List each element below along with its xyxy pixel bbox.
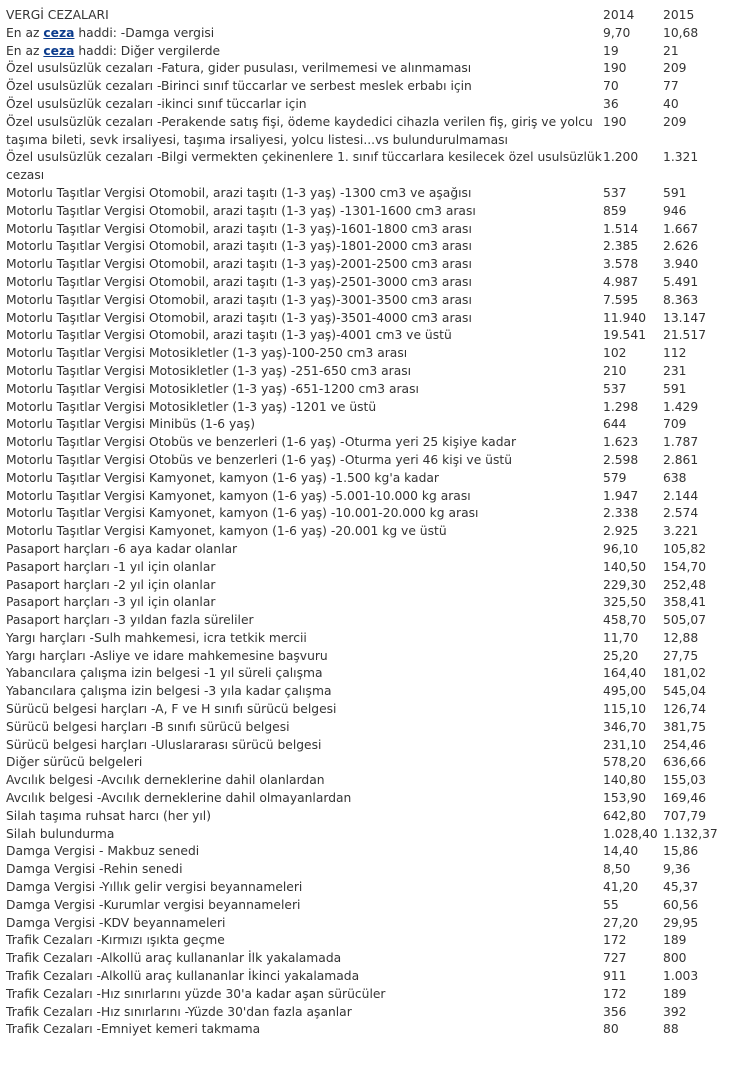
value-2015: 231 xyxy=(663,363,687,378)
value-2015: 15,86 xyxy=(663,844,699,859)
table-row xyxy=(6,203,724,221)
value-2015: 12,88 xyxy=(663,630,699,645)
row-label: Motorlu Taşıtlar Vergisi Otomobil, arazi taşıtı (1-3 yaş) -1301-1600 cm3 arası xyxy=(6,203,476,218)
value-2014: 164,40 xyxy=(603,666,647,681)
value-2014: 458,70 xyxy=(603,613,647,628)
table-row xyxy=(6,790,724,808)
value-2014: 346,70 xyxy=(603,719,647,734)
table-row xyxy=(6,577,724,595)
table-row xyxy=(6,452,724,470)
row-label: Motorlu Taşıtlar Vergisi Otomobil, arazi taşıtı (1-3 yaş)-2501-3000 cm3 arası xyxy=(6,274,472,289)
value-2015: 707,79 xyxy=(663,808,707,823)
row-label: Damga Vergisi -Rehin senedi xyxy=(6,862,183,877)
value-2014: 727 xyxy=(603,951,627,966)
row-label: Özel usulsüzlük cezaları -Perakende satış fişi, ödeme kaydedici cihazla verilen fiş, giriş ve yolcu taşıma bileti, sevk irsaliyesi, taşıma irsaliyesi, yolcu listesi...vs bulundurulmaması xyxy=(6,114,593,147)
table-row xyxy=(6,399,724,417)
row-label: Motorlu Taşıtlar Vergisi Otomobil, arazi taşıtı (1-3 yaş)-2001-2500 cm3 arası xyxy=(6,257,472,272)
value-2015: 189 xyxy=(663,933,687,948)
value-2015: 169,46 xyxy=(663,791,707,806)
value-2014: 2.925 xyxy=(603,524,639,539)
value-2015: 800 xyxy=(663,951,687,966)
value-2014: 19 xyxy=(603,43,619,58)
year-2015-header: 2015 xyxy=(663,8,695,22)
row-label: Motorlu Taşıtlar Vergisi Otomobil, arazi taşıtı (1-3 yaş)-4001 cm3 ve üstü xyxy=(6,328,452,343)
table-row xyxy=(6,701,724,719)
value-2014: 859 xyxy=(603,203,627,218)
table-row xyxy=(6,78,724,96)
table-row xyxy=(6,950,724,968)
row-label: Pasaport harçları -2 yıl için olanlar xyxy=(6,577,216,592)
row-label: Trafik Cezaları -Hız sınırlarını -Yüzde 30'dan fazla aşanlar xyxy=(6,1004,352,1019)
table-row xyxy=(6,149,724,185)
value-2014: 325,50 xyxy=(603,595,647,610)
table-row xyxy=(6,1021,724,1039)
table-row xyxy=(6,345,724,363)
row-label: Sürücü belgesi harçları -A, F ve H sınıfı sürücü belgesi xyxy=(6,702,337,717)
value-2015: 29,95 xyxy=(663,915,699,930)
table-row xyxy=(6,505,724,523)
value-2015: 60,56 xyxy=(663,897,699,912)
value-2014: 3.578 xyxy=(603,257,639,272)
value-2014: 1.623 xyxy=(603,435,639,450)
value-2015: 2.861 xyxy=(663,452,699,467)
value-2015: 252,48 xyxy=(663,577,707,592)
table-row xyxy=(6,630,724,648)
row-label: Motorlu Taşıtlar Vergisi Kamyonet, kamyon (1-6 yaş) -20.001 kg ve üstü xyxy=(6,524,447,539)
row-label: Motorlu Taşıtlar Vergisi Otomobil, arazi taşıtı (1-3 yaş)-1801-2000 cm3 arası xyxy=(6,239,472,254)
value-2015: 209 xyxy=(663,114,687,129)
row-label: Damga Vergisi -Kurumlar vergisi beyannameleri xyxy=(6,897,301,912)
ceza-link[interactable]: ceza xyxy=(43,43,75,58)
value-2015: 946 xyxy=(663,203,687,218)
value-2014: 7.595 xyxy=(603,292,639,307)
value-2015: 381,75 xyxy=(663,719,707,734)
value-2015: 1.132,37 xyxy=(663,826,718,841)
value-2014: 642,80 xyxy=(603,808,647,823)
value-2014: 80 xyxy=(603,1022,619,1037)
row-label: Sürücü belgesi harçları -B sınıfı sürücü belgesi xyxy=(6,719,290,734)
row-label: Pasaport harçları -1 yıl için olanlar xyxy=(6,559,216,574)
value-2014: 27,20 xyxy=(603,915,639,930)
row-label: Yabancılara çalışma izin belgesi -3 yıla kadar çalışma xyxy=(6,684,332,699)
value-2014: 36 xyxy=(603,96,619,111)
value-2014: 14,40 xyxy=(603,844,639,859)
value-2014: 190 xyxy=(603,114,627,129)
row-label: Trafik Cezaları -Alkollü araç kullananlar İlk yakalamada xyxy=(6,951,342,966)
table-row xyxy=(6,559,724,577)
year-2014-header: 2014 xyxy=(603,8,635,22)
value-2015: 45,37 xyxy=(663,880,699,895)
value-2014: 140,50 xyxy=(603,559,647,574)
row-label: Pasaport harçları -3 yıldan fazla süreliler xyxy=(6,613,254,628)
value-2015: 3.940 xyxy=(663,257,699,272)
value-2015: 3.221 xyxy=(663,524,699,539)
value-2014: 579 xyxy=(603,470,627,485)
tax-penalties-table xyxy=(6,7,724,1039)
row-label: Yargı harçları -Asliye ve idare mahkemesine başvuru xyxy=(6,648,328,663)
value-2014: 19.541 xyxy=(603,328,647,343)
value-2014: 11.940 xyxy=(603,310,647,325)
table-row xyxy=(6,772,724,790)
value-2014: 4.987 xyxy=(603,274,639,289)
row-label: Motorlu Taşıtlar Vergisi Motosikletler (1-3 yaş) -651-1200 cm3 arası xyxy=(6,381,419,396)
row-label: Damga Vergisi -Yıllık gelir vergisi beyannameleri xyxy=(6,880,303,895)
value-2015: 40 xyxy=(663,96,679,111)
table-row xyxy=(6,1004,724,1022)
value-2015: 77 xyxy=(663,79,679,94)
value-2015: 638 xyxy=(663,470,687,485)
value-2014: 578,20 xyxy=(603,755,647,770)
value-2014: 356 xyxy=(603,1004,627,1019)
row-label: Motorlu Taşıtlar Vergisi Motosikletler (1-3 yaş) -1201 ve üstü xyxy=(6,399,377,414)
table-row xyxy=(6,60,724,78)
table-row xyxy=(6,96,724,114)
value-2014: 644 xyxy=(603,417,627,432)
row-label: Motorlu Taşıtlar Vergisi Motosikletler (1-3 yaş)-100-250 cm3 arası xyxy=(6,346,408,361)
value-2014: 1.028,40 xyxy=(603,826,658,841)
value-2015: 636,66 xyxy=(663,755,707,770)
value-2014: 2.385 xyxy=(603,239,639,254)
value-2014: 495,00 xyxy=(603,684,647,699)
row-label: Trafik Cezaları -Hız sınırlarını yüzde 30'a kadar aşan sürücüler xyxy=(6,986,386,1001)
row-label: Trafik Cezaları -Alkollü araç kullananlar İkinci yakalamada xyxy=(6,969,360,984)
value-2014: 172 xyxy=(603,986,627,1001)
row-label: Motorlu Taşıtlar Vergisi Kamyonet, kamyon (1-6 yaş) -1.500 kg'a kadar xyxy=(6,470,439,485)
value-2015: 105,82 xyxy=(663,541,707,556)
row-label: Motorlu Taşıtlar Vergisi Motosikletler (1-3 yaş) -251-650 cm3 arası xyxy=(6,363,412,378)
row-label: Yargı harçları -Sulh mahkemesi, icra tetkik mercii xyxy=(6,630,307,645)
value-2014: 8,50 xyxy=(603,862,631,877)
table-row xyxy=(6,719,724,737)
table-title: VERGİ CEZALARI xyxy=(6,8,109,22)
value-2015: 154,70 xyxy=(663,559,707,574)
value-2015: 392 xyxy=(663,1004,687,1019)
table-row xyxy=(6,612,724,630)
value-2014: 1.298 xyxy=(603,399,639,414)
value-2014: 1.200 xyxy=(603,150,639,165)
value-2015: 8.363 xyxy=(663,292,699,307)
table-row xyxy=(6,221,724,239)
table-row xyxy=(6,826,724,844)
row-label: Motorlu Taşıtlar Vergisi Otomobil, arazi taşıtı (1-3 yaş)-1601-1800 cm3 arası xyxy=(6,221,472,236)
value-2014: 140,80 xyxy=(603,773,647,788)
value-2015: 254,46 xyxy=(663,737,707,752)
value-2015: 126,74 xyxy=(663,702,707,717)
table-row xyxy=(6,416,724,434)
value-2014: 11,70 xyxy=(603,630,639,645)
value-2015: 13.147 xyxy=(663,310,707,325)
table-row xyxy=(6,665,724,683)
table-row xyxy=(6,843,724,861)
value-2014: 229,30 xyxy=(603,577,647,592)
table-row xyxy=(6,470,724,488)
table-row xyxy=(6,897,724,915)
table-row xyxy=(6,861,724,879)
value-2015: 1.321 xyxy=(663,150,699,165)
row-label: Silah bulundurma xyxy=(6,826,115,841)
value-2014: 190 xyxy=(603,61,627,76)
value-2014: 41,20 xyxy=(603,880,639,895)
row-label: Trafik Cezaları -Kırmızı ışıkta geçme xyxy=(6,933,225,948)
value-2014: 210 xyxy=(603,363,627,378)
value-2014: 96,10 xyxy=(603,541,639,556)
value-2014: 911 xyxy=(603,969,627,984)
value-2015: 21.517 xyxy=(663,328,707,343)
value-2015: 545,04 xyxy=(663,684,707,699)
table-row xyxy=(6,737,724,755)
value-2015: 505,07 xyxy=(663,613,707,628)
table-row xyxy=(6,488,724,506)
table-row xyxy=(6,879,724,897)
value-2014: 9,70 xyxy=(603,25,631,40)
table-row xyxy=(6,327,724,345)
value-2015: 181,02 xyxy=(663,666,707,681)
row-label: Sürücü belgesi harçları -Uluslararası sürücü belgesi xyxy=(6,737,322,752)
value-2014: 25,20 xyxy=(603,648,639,663)
value-2014: 1.947 xyxy=(603,488,639,503)
row-label: Pasaport harçları -6 aya kadar olanlar xyxy=(6,541,238,556)
value-2015: 1.667 xyxy=(663,221,699,236)
value-2014: 102 xyxy=(603,346,627,361)
table-header-row xyxy=(6,7,724,25)
row-label: Silah taşıma ruhsat harcı (her yıl) xyxy=(6,808,212,823)
value-2014: 55 xyxy=(603,897,619,912)
value-2014: 2.338 xyxy=(603,506,639,521)
value-2015: 2.574 xyxy=(663,506,699,521)
table-row xyxy=(6,986,724,1004)
row-label: Yabancılara çalışma izin belgesi -1 yıl süreli çalışma xyxy=(6,666,323,681)
value-2015: 1.003 xyxy=(663,969,699,984)
table-row xyxy=(6,238,724,256)
row-label: Motorlu Taşıtlar Vergisi Kamyonet, kamyon (1-6 yaş) -5.001-10.000 kg arası xyxy=(6,488,471,503)
table-row xyxy=(6,25,724,43)
value-2015: 2.144 xyxy=(663,488,699,503)
table-row xyxy=(6,185,724,203)
table-row xyxy=(6,541,724,559)
ceza-link[interactable]: ceza xyxy=(43,25,75,40)
table-row xyxy=(6,43,724,61)
value-2015: 88 xyxy=(663,1022,679,1037)
value-2015: 27,75 xyxy=(663,648,699,663)
table-row xyxy=(6,310,724,328)
table-row xyxy=(6,381,724,399)
row-label: Motorlu Taşıtlar Vergisi Otobüs ve benzerleri (1-6 yaş) -Oturma yeri 25 kişiye kadar xyxy=(6,435,517,450)
row-label: Pasaport harçları -3 yıl için olanlar xyxy=(6,595,216,610)
value-2014: 231,10 xyxy=(603,737,647,752)
table-row xyxy=(6,968,724,986)
value-2014: 115,10 xyxy=(603,702,647,717)
value-2015: 709 xyxy=(663,417,687,432)
table-row xyxy=(6,114,724,150)
value-2015: 10,68 xyxy=(663,25,699,40)
row-label: Motorlu Taşıtlar Vergisi Otomobil, arazi taşıtı (1-3 yaş) -1300 cm3 ve aşağısı xyxy=(6,185,472,200)
row-label: Motorlu Taşıtlar Vergisi Minibüs (1-6 yaş) xyxy=(6,417,255,432)
row-label: Özel usulsüzlük cezaları -Fatura, gider pusulası, verilmemesi ve alınmaması xyxy=(6,61,472,76)
value-2014: 2.598 xyxy=(603,452,639,467)
row-label: En az ceza haddi: Diğer vergilerde xyxy=(6,43,221,58)
row-label: Trafik Cezaları -Emniyet kemeri takmama xyxy=(6,1022,261,1037)
value-2015: 1.429 xyxy=(663,399,699,414)
row-label: Özel usulsüzlük cezaları -ikinci sınıf tüccarlar için xyxy=(6,96,307,111)
value-2015: 209 xyxy=(663,61,687,76)
value-2014: 70 xyxy=(603,79,619,94)
row-label: Özel usulsüzlük cezaları -Birinci sınıf tüccarlar ve serbest meslek erbabı için xyxy=(6,79,472,94)
row-label: Motorlu Taşıtlar Vergisi Kamyonet, kamyon (1-6 yaş) -10.001-20.000 kg arası xyxy=(6,506,479,521)
table-row xyxy=(6,932,724,950)
value-2014: 537 xyxy=(603,185,627,200)
row-label: Motorlu Taşıtlar Vergisi Otomobil, arazi taşıtı (1-3 yaş)-3501-4000 cm3 arası xyxy=(6,310,472,325)
value-2015: 21 xyxy=(663,43,679,58)
tax-penalties-document xyxy=(6,7,724,1039)
value-2015: 9,36 xyxy=(663,862,691,877)
value-2015: 112 xyxy=(663,346,687,361)
value-2015: 189 xyxy=(663,986,687,1001)
table-row xyxy=(6,274,724,292)
table-row xyxy=(6,434,724,452)
row-label: Damga Vergisi - Makbuz senedi xyxy=(6,844,200,859)
table-row xyxy=(6,523,724,541)
row-label: Avcılık belgesi -Avcılık derneklerine dahil olanlardan xyxy=(6,773,325,788)
value-2015: 358,41 xyxy=(663,595,707,610)
table-row xyxy=(6,915,724,933)
table-row xyxy=(6,648,724,666)
table-row xyxy=(6,292,724,310)
value-2015: 155,03 xyxy=(663,773,707,788)
value-2015: 5.491 xyxy=(663,274,699,289)
row-label: En az ceza haddi: -Damga vergisi xyxy=(6,25,215,40)
row-label: Diğer sürücü belgeleri xyxy=(6,755,143,770)
row-label: Özel usulsüzlük cezaları -Bilgi vermekten çekinenlere 1. sınıf tüccarlara kesilecek özel usulsüzlük cezası xyxy=(6,150,602,183)
table-row xyxy=(6,683,724,701)
value-2014: 153,90 xyxy=(603,791,647,806)
table-row xyxy=(6,363,724,381)
table-row xyxy=(6,594,724,612)
row-label: Motorlu Taşıtlar Vergisi Otomobil, arazi taşıtı (1-3 yaş)-3001-3500 cm3 arası xyxy=(6,292,472,307)
row-label: Avcılık belgesi -Avcılık derneklerine dahil olmayanlardan xyxy=(6,791,352,806)
value-2015: 591 xyxy=(663,185,687,200)
value-2014: 172 xyxy=(603,933,627,948)
row-label: Damga Vergisi -KDV beyannameleri xyxy=(6,915,226,930)
value-2015: 2.626 xyxy=(663,239,699,254)
table-row xyxy=(6,754,724,772)
table-row xyxy=(6,256,724,274)
value-2014: 1.514 xyxy=(603,221,639,236)
value-2015: 1.787 xyxy=(663,435,699,450)
row-label: Motorlu Taşıtlar Vergisi Otobüs ve benzerleri (1-6 yaş) -Oturma yeri 46 kişi ve üstü xyxy=(6,452,513,467)
value-2014: 537 xyxy=(603,381,627,396)
table-row xyxy=(6,808,724,826)
value-2015: 591 xyxy=(663,381,687,396)
